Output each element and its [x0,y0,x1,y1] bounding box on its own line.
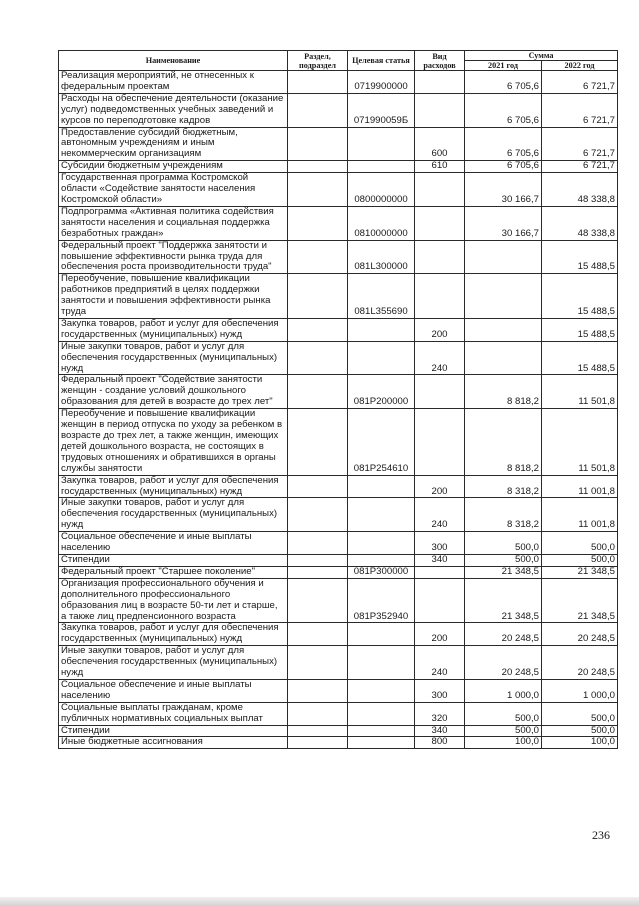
cell-name: Социальные выплаты гражданам, кроме публичных нормативных социальных выплат [59,702,288,725]
cell-2022: 11 001,8 [542,498,618,532]
cell-2022: 20 248,5 [542,646,618,680]
cell-target: 081P254610 [348,409,415,475]
cell-2021: 100,0 [465,737,542,749]
cell-2022: 6 721,7 [542,93,618,127]
cell-target [348,498,415,532]
table-row [59,409,618,475]
cell-2021: 8 318,2 [465,475,542,498]
cell-2021 [465,318,542,341]
cell-target [348,679,415,702]
table-row [59,240,618,274]
cell-kind: 240 [415,646,465,680]
table-row [59,737,618,749]
cell-target [348,127,415,161]
cell-kind: 300 [415,679,465,702]
header-row [59,51,618,61]
cell-name: Расходы на обеспечение деятельности (оказание услуг) подведомственных учебных заведений и курсов по переподготовке кадров [59,93,288,127]
cell-section [288,71,348,94]
table-row [59,554,618,566]
cell-section [288,702,348,725]
cell-name: Подпрограмма «Активная политика содействия занятости населения и социальная поддержка безработных граждан» [59,206,288,240]
cell-kind: 340 [415,725,465,737]
cell-2021: 8 318,2 [465,498,542,532]
cell-target: 081L300000 [348,240,415,274]
cell-kind [415,93,465,127]
cell-section [288,161,348,173]
table-row [59,702,618,725]
cell-target: 081P352940 [348,578,415,623]
cell-section [288,623,348,646]
cell-2022: 20 248,5 [542,623,618,646]
table-row [59,127,618,161]
cell-2022: 21 348,5 [542,566,618,578]
table-row [59,566,618,578]
header-name: Наименование [59,51,288,71]
cell-section [288,93,348,127]
cell-target: 0810000000 [348,206,415,240]
cell-target: 081P300000 [348,566,415,578]
cell-2022: 6 721,7 [542,71,618,94]
cell-kind [415,274,465,319]
cell-2021: 6 705,6 [465,93,542,127]
cell-2022: 100,0 [542,737,618,749]
page-bottom-edge [0,897,639,905]
cell-2021: 500,0 [465,554,542,566]
cell-target: 081L355690 [348,274,415,319]
cell-target [348,646,415,680]
cell-name: Переобучение и повышение квалификации женщин в период отпуска по уходу за ребенком в возрасте до трех лет, а также женщин, имеющих детей дошкольного возраста, не состоящих в трудовых отношениях и обратившихся в органы службы занятости [59,409,288,475]
cell-2021: 8 818,2 [465,375,542,409]
table-row [59,623,618,646]
cell-name: Предоставление субсидий бюджетным, автономным учреждениям и иным некоммерческим организациям [59,127,288,161]
cell-2021: 1 000,0 [465,679,542,702]
cell-name: Реализация мероприятий, не отнесенных к федеральным проектам [59,71,288,94]
cell-target [348,161,415,173]
cell-2022: 1 000,0 [542,679,618,702]
cell-section [288,475,348,498]
cell-target [348,737,415,749]
table-body [59,71,618,749]
cell-2021: 21 348,5 [465,566,542,578]
cell-kind [415,173,465,207]
header-sum: Сумма [465,51,618,61]
cell-2021: 21 348,5 [465,578,542,623]
cell-kind: 200 [415,623,465,646]
table-row [59,532,618,555]
cell-target [348,341,415,375]
cell-name: Закупка товаров, работ и услуг для обеспечения государственных (муниципальных) нужд [59,318,288,341]
cell-2021: 6 705,6 [465,161,542,173]
cell-2021: 500,0 [465,702,542,725]
cell-target [348,532,415,555]
cell-kind: 300 [415,532,465,555]
cell-section [288,566,348,578]
cell-2021: 500,0 [465,532,542,555]
cell-section [288,206,348,240]
header-section: Раздел, подраздел [288,51,348,71]
cell-2022: 15 488,5 [542,240,618,274]
cell-kind: 200 [415,475,465,498]
header-year-2021: 2021 год [465,61,542,71]
cell-2022: 500,0 [542,702,618,725]
cell-section [288,127,348,161]
cell-kind [415,375,465,409]
cell-2022: 500,0 [542,554,618,566]
cell-2022: 48 338,8 [542,206,618,240]
cell-2022: 21 348,5 [542,578,618,623]
cell-2021: 6 705,6 [465,71,542,94]
cell-2022: 11 001,8 [542,475,618,498]
cell-name: Стипендии [59,725,288,737]
cell-name: Федеральный проект "Старшее поколение" [59,566,288,578]
cell-name: Иные закупки товаров, работ и услуг для обеспечения государственных (муниципальных) нужд [59,498,288,532]
cell-2021: 20 248,5 [465,646,542,680]
cell-kind [415,71,465,94]
cell-name: Федеральный проект "Поддержка занятости и повышение эффективности рынка труда для обеспечения роста производительности труда" [59,240,288,274]
table-row [59,206,618,240]
cell-target: 071990059Б [348,93,415,127]
cell-2021 [465,274,542,319]
cell-section [288,341,348,375]
cell-section [288,375,348,409]
cell-2021: 8 818,2 [465,409,542,475]
cell-section [288,240,348,274]
cell-kind [415,409,465,475]
cell-section [288,173,348,207]
cell-2022: 15 488,5 [542,341,618,375]
cell-2022: 11 501,8 [542,375,618,409]
table-row [59,318,618,341]
cell-section [288,578,348,623]
cell-2022: 15 488,5 [542,318,618,341]
cell-kind: 240 [415,341,465,375]
cell-2022: 500,0 [542,725,618,737]
cell-name: Переобучение, повышение квалификации работников предприятий в целях поддержки занятости и повышения эффективности рынка труда [59,274,288,319]
cell-target: 081P200000 [348,375,415,409]
cell-section [288,725,348,737]
table-row [59,274,618,319]
cell-name: Иные закупки товаров, работ и услуг для обеспечения государственных (муниципальных) нужд [59,646,288,680]
cell-name: Федеральный проект "Содействие занятости женщин - создание условий дошкольного образования для детей в возрасте до трех лет" [59,375,288,409]
budget-table [58,50,618,749]
cell-target [348,725,415,737]
cell-name: Организация профессионального обучения и дополнительного профессионального образования лиц в возрасте 50-ти лет и старше, а также лиц предпенсионного возраста [59,578,288,623]
cell-kind: 320 [415,702,465,725]
table-row [59,578,618,623]
cell-name: Иные закупки товаров, работ и услуг для обеспечения государственных (муниципальных) нужд [59,341,288,375]
cell-2021: 6 705,6 [465,127,542,161]
cell-name: Государственная программа Костромской области «Содействие занятости населения Костромской области» [59,173,288,207]
cell-2021: 20 248,5 [465,623,542,646]
table-row [59,71,618,94]
cell-section [288,498,348,532]
table-row [59,375,618,409]
cell-target [348,475,415,498]
cell-2021: 30 166,7 [465,206,542,240]
table-row [59,679,618,702]
cell-section [288,737,348,749]
cell-name: Субсидии бюджетным учреждениям [59,161,288,173]
cell-2022: 6 721,7 [542,127,618,161]
cell-2021: 500,0 [465,725,542,737]
cell-2022: 48 338,8 [542,173,618,207]
cell-name: Стипендии [59,554,288,566]
cell-target [348,318,415,341]
cell-2021 [465,240,542,274]
cell-kind: 200 [415,318,465,341]
cell-name: Социальное обеспечение и иные выплаты населению [59,532,288,555]
cell-name: Закупка товаров, работ и услуг для обеспечения государственных (муниципальных) нужд [59,623,288,646]
cell-2022: 11 501,8 [542,409,618,475]
header-year-2022: 2022 год [542,61,618,71]
cell-kind: 800 [415,737,465,749]
cell-kind [415,206,465,240]
cell-2021: 30 166,7 [465,173,542,207]
cell-2022: 6 721,7 [542,161,618,173]
cell-kind: 340 [415,554,465,566]
cell-kind [415,578,465,623]
cell-section [288,318,348,341]
header-target: Целевая статья [348,51,415,71]
cell-kind: 610 [415,161,465,173]
cell-section [288,679,348,702]
cell-kind [415,566,465,578]
table-row [59,646,618,680]
table-row [59,475,618,498]
table-row [59,498,618,532]
cell-section [288,646,348,680]
cell-name: Иные бюджетные ассигнования [59,737,288,749]
table-row [59,725,618,737]
cell-kind [415,240,465,274]
table-row [59,93,618,127]
table-row [59,173,618,207]
cell-2022: 15 488,5 [542,274,618,319]
cell-section [288,409,348,475]
header-kind: Вид расходов [415,51,465,71]
cell-2022: 500,0 [542,532,618,555]
cell-section [288,532,348,555]
cell-target [348,702,415,725]
cell-name: Социальное обеспечение и иные выплаты населению [59,679,288,702]
cell-target [348,554,415,566]
cell-target: 0719900000 [348,71,415,94]
cell-name: Закупка товаров, работ и услуг для обеспечения государственных (муниципальных) нужд [59,475,288,498]
cell-section [288,274,348,319]
cell-section [288,554,348,566]
cell-target [348,623,415,646]
cell-2021 [465,341,542,375]
cell-kind: 600 [415,127,465,161]
cell-target: 0800000000 [348,173,415,207]
cell-kind: 240 [415,498,465,532]
table-row [59,341,618,375]
page-number: 236 [592,828,610,842]
table-row [59,161,618,173]
